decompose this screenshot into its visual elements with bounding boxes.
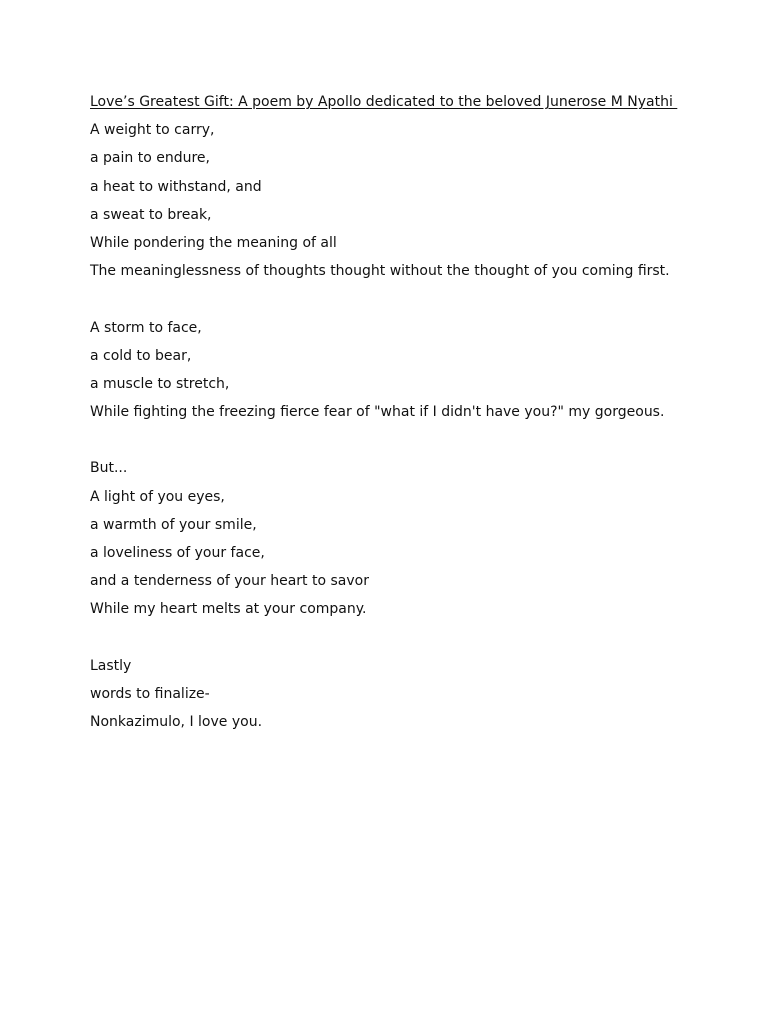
- poem-title: Love’s Greatest Gift: A poem by Apollo dedicated to the beloved Junerose M Nyathi: [90, 94, 678, 110]
- poem-line: Nonkazimulo, I love you.: [90, 714, 263, 731]
- poem-line: A light of you eyes,: [90, 488, 225, 505]
- poem-body: [90, 88, 730, 736]
- stanza-break: [90, 285, 730, 313]
- stanza-2: [90, 314, 730, 427]
- stanza-1: [90, 116, 730, 285]
- poem-line: a pain to endure,: [90, 150, 210, 167]
- stanza-break: [90, 426, 730, 454]
- poem-line: words to finalize-: [90, 685, 210, 702]
- poem-line: While my heart melts at your company.: [90, 601, 367, 618]
- poem-line: a warmth of your smile,: [90, 516, 257, 533]
- poem-line: A weight to carry,: [90, 122, 215, 139]
- poem-line: a loveliness of your face,: [90, 545, 265, 561]
- poem-line: A storm to face,: [90, 319, 202, 336]
- poem-line: Lastly: [90, 657, 132, 674]
- poem-line: While fighting the freezing fierce fear of "what if I didn't have you?" my gorgeous.: [90, 404, 665, 421]
- poem-line: But...: [90, 460, 128, 477]
- poem-line: a heat to withstand, and: [90, 178, 262, 195]
- poem-line: and a tenderness of your heart to savor: [90, 573, 369, 590]
- stanza-3: [90, 454, 730, 623]
- poem-line: The meaninglessness of thoughts thought without the thought of you coming first.: [90, 263, 670, 280]
- poem-line: a cold to bear,: [90, 347, 192, 364]
- stanza-break: [90, 624, 730, 652]
- poem-line: a muscle to stretch,: [90, 375, 230, 392]
- poem-line: While pondering the meaning of all: [90, 234, 337, 251]
- stanza-4: [90, 652, 730, 737]
- poem-line: a sweat to break,: [90, 206, 212, 223]
